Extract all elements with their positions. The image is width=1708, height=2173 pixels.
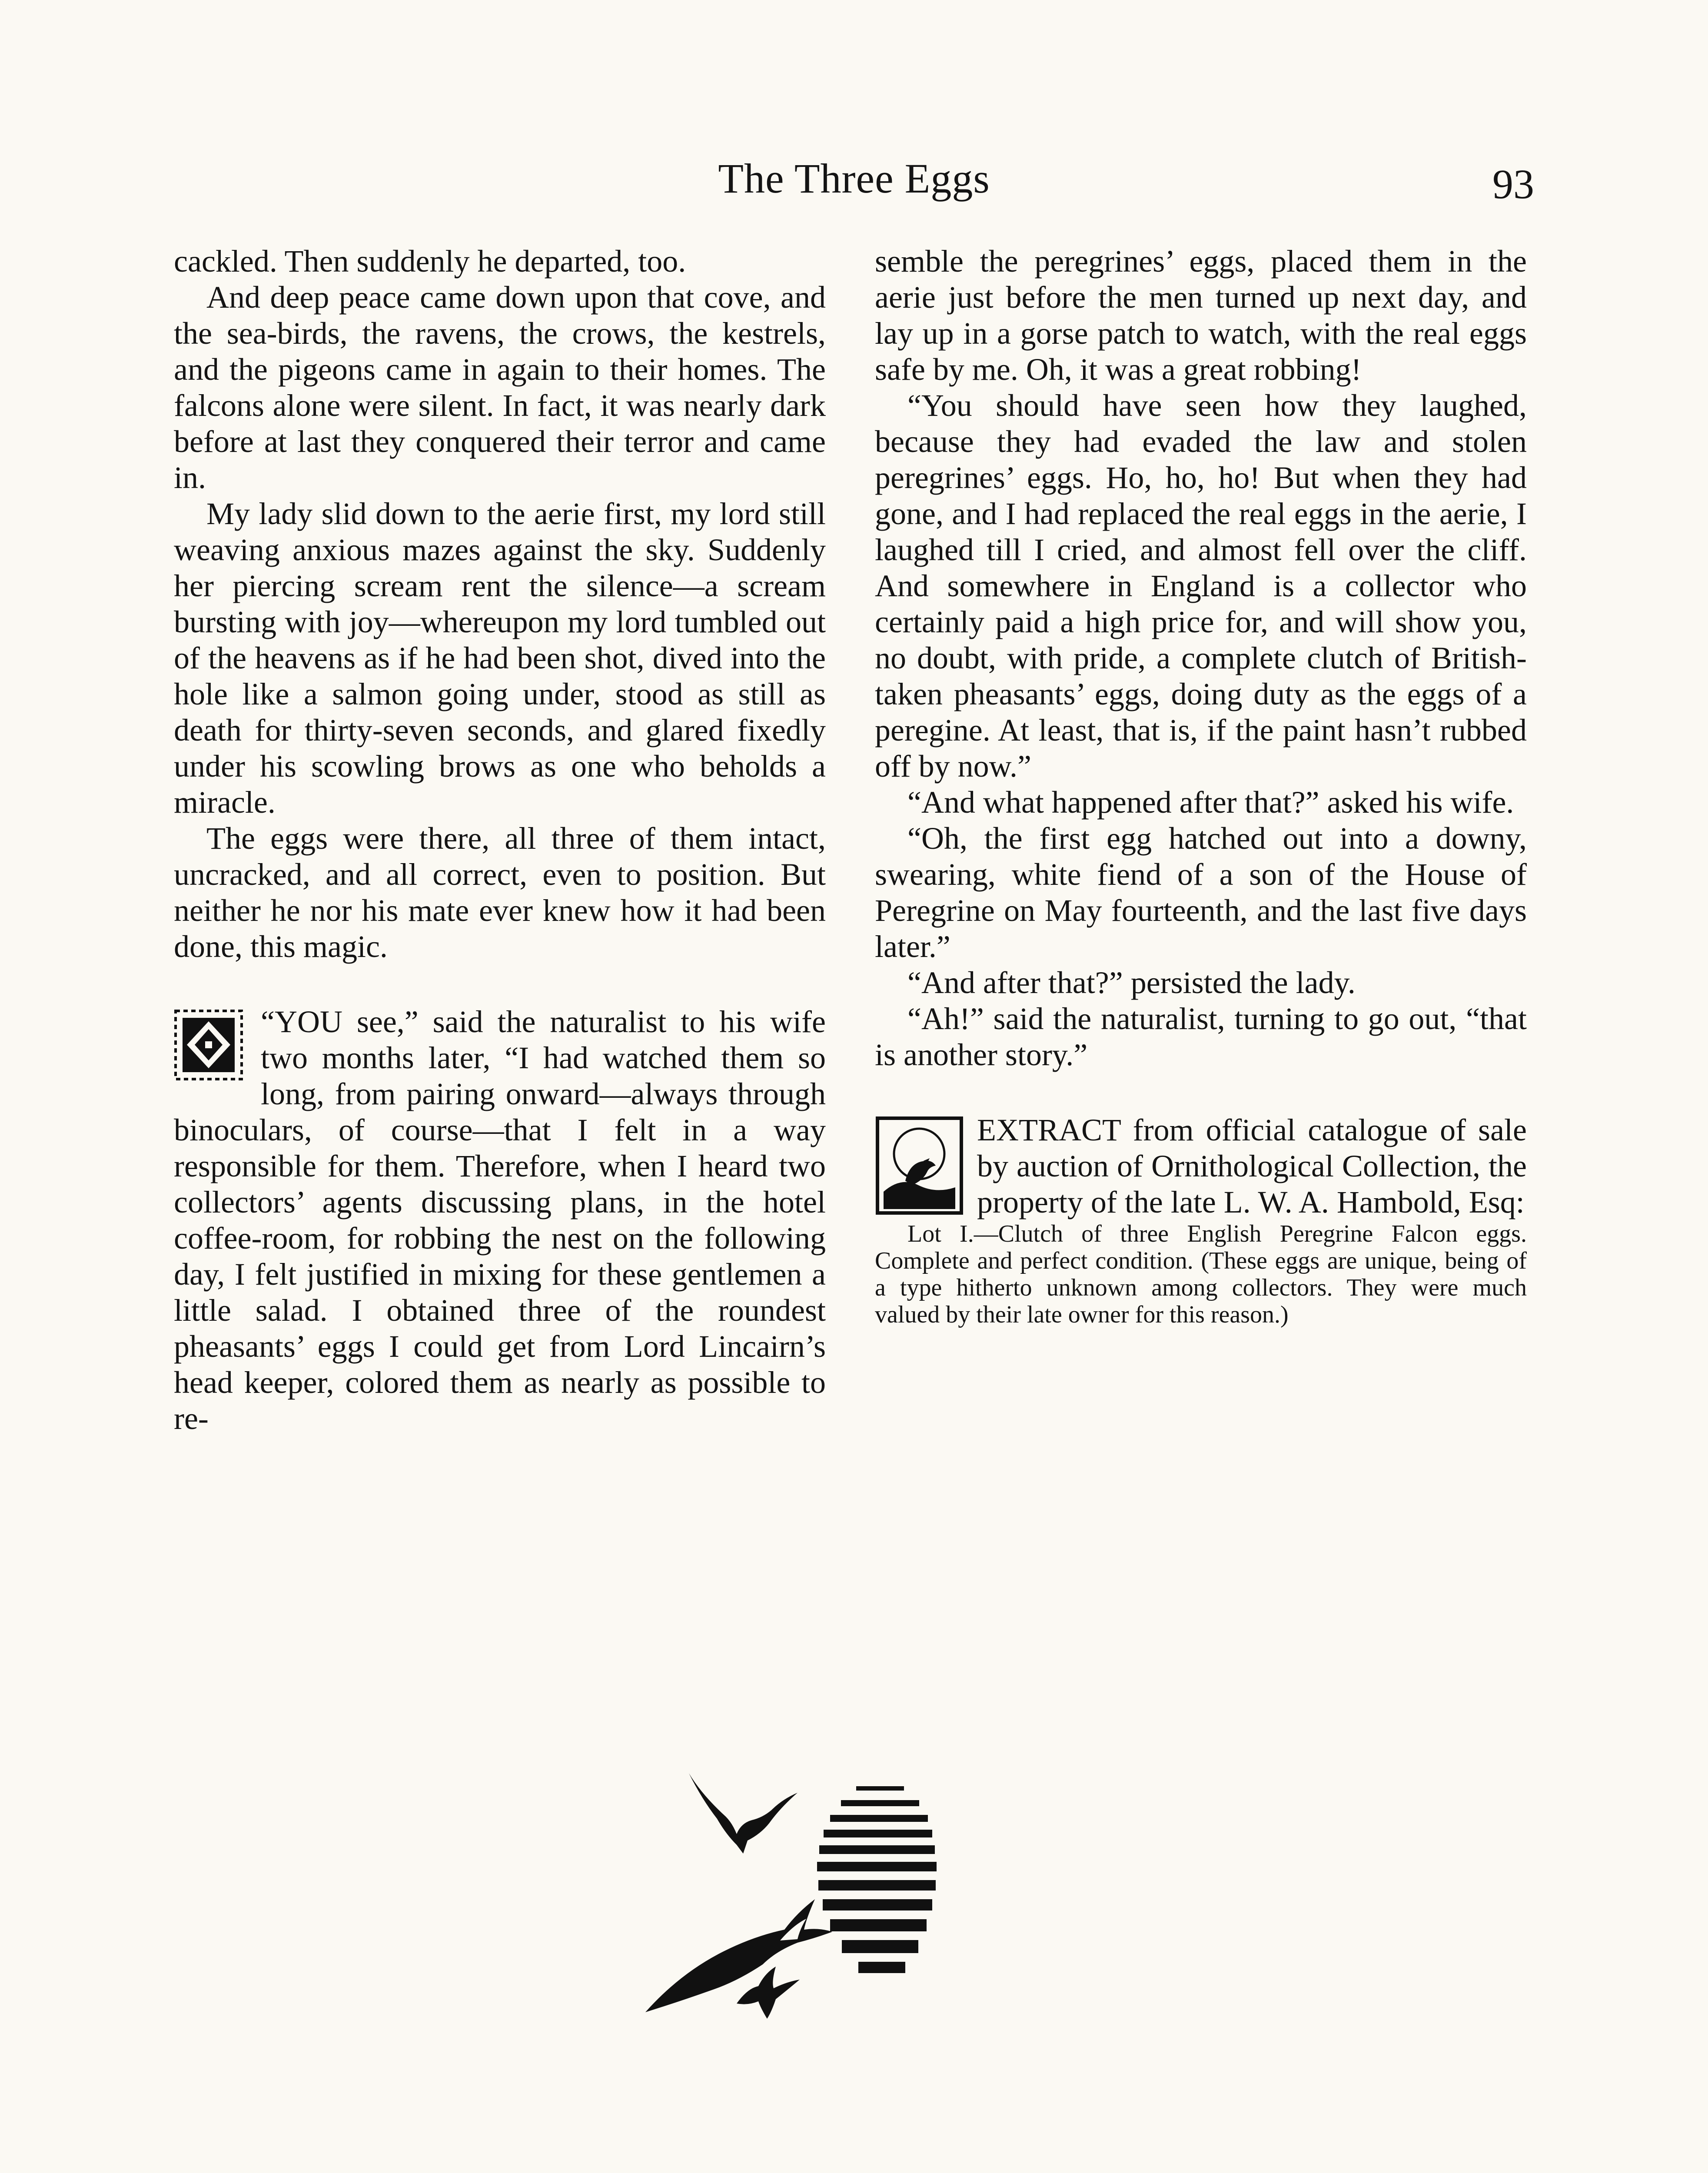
page-title: The Three Eggs (718, 155, 990, 202)
paragraph: “YOU see,” said the naturalist to his wife two months later, “I had watched them so long, from pairing onward—always through binoculars, of course—that I felt in a way responsible for them. Therefore, when I heard two collectors’ agents discussing plans, in the hotel coffee-room, for robbing the nest on the following day, I felt justified in mixing for these gentlemen a little salad. I obtained three of the roundest pheasants’ eggs I could get from Lord Lincairn’s head keeper, colored them as nearly as possible to re- (174, 1004, 826, 1436)
paragraph: “Ah!” said the naturalist, turning to go out, “that is another story.” (875, 1001, 1527, 1072)
paragraph: “You should have seen how they laughed, because they had evaded the law and stolen peregrines’ eggs. Ho, ho, ho! But when they had gone, and I had replaced the real eggs in the aerie, I laughed till I cried, and almost fell over the cliff. And somewhere in England is a collector who certainly paid a high price for, and will show you, no doubt, with pride, a complete clutch of British-taken pheasants’ eggs, doing duty as the eggs of a peregine. At least, that is, if the paint hasn’t rubbed off by now.” (875, 388, 1527, 784)
page-number: 93 (1492, 161, 1534, 207)
left-column (174, 243, 826, 1437)
paragraph: semble the peregrines’ eggs, placed them in the aerie just before the men turned up next day, and lay up in a gorse patch to watch, with the real eggs safe by me. Oh, it was a great robbing! (875, 244, 1527, 387)
paragraph: EXTRACT from official catalogue of sale by auction of Ornithological Collection, the property of the late L. W. A. Hambold, Esq: (977, 1113, 1527, 1219)
catalogue-lot: Lot I.—Clutch of three English Peregrine Falcon eggs. Complete and perfect condition. (These eggs are unique, being of a type hitherto unknown among collectors. They were much valued by their late owner for this reason.) (875, 1220, 1527, 1328)
paragraph: My lady slid down to the aerie first, my lord still weaving anxious mazes against the sky. Suddenly her piercing scream rent the silence—a scream bursting with joy—whereupon my lord tumbled out of the heavens as if he had been shot, dived into the hole like a salmon going under, stood as still as death for thirty-seven seconds, and glared fixedly under his scowling brows as one who beholds a miracle. (174, 496, 826, 820)
ornamental-initial-icon (174, 1009, 243, 1081)
paragraph: “And after that?” persisted the lady. (907, 965, 1356, 1000)
paragraph: “Oh, the first egg hatched out into a downy, swearing, white fiend of a son of the House of Peregrine on May fourteenth, and the last five days later.” (875, 821, 1527, 964)
paragraph: cackled. Then suddenly he departed, too. (174, 244, 686, 279)
paragraph: “And what happened after that?” asked his wife. (907, 785, 1514, 820)
falcon-emblem-icon (875, 1116, 964, 1216)
paragraph: And deep peace came down upon that cove, and the sea-birds, the ravens, the crows, the kestrels, and the pigeons came in again to their homes. The falcons alone were silent. In fact, it was nearly dark before at last they conquered their terror and came in. (174, 280, 826, 495)
paragraph: The eggs were there, all three of them intact, uncracked, and all correct, even to position. But neither he nor his mate ever knew how it had been done, this magic. (174, 821, 826, 964)
section-two (174, 1004, 826, 1437)
extract-block (875, 1112, 1527, 1220)
seabirds-sun-tailpiece-icon (632, 1769, 1067, 2099)
right-column (875, 243, 1527, 1328)
